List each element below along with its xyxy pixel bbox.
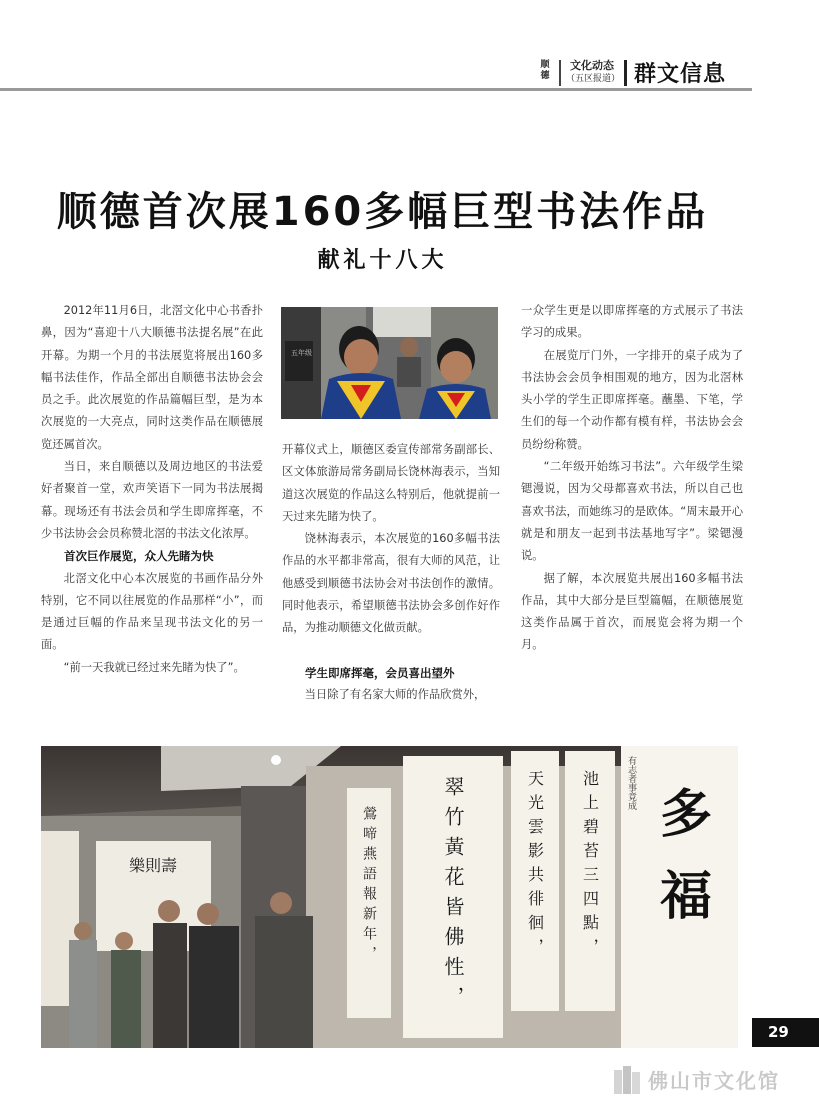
photo-sign-text: 五年级 <box>291 349 312 357</box>
header-section-title: 文化动态 <box>570 59 614 72</box>
scroll-text: 翠竹黃花皆佛性， <box>441 776 465 1016</box>
paragraph: 当日，来自顺德以及周边地区的书法爱好者聚首一堂，欢声笑语下一同为书法展揭幕。现场还有书法会员和学生即席挥毫，不少书法协会会员称赞北滘的书法文化浓厚。 <box>41 460 263 540</box>
paragraph: 饶林海表示，本次展览的160多幅书法作品的水平都非常高，很有大师的风范，让他感受到顺德书法协会对书法创作的激情。同时他表示，希望顺德书法协会多创作好作品，为推动顺德文化做贡献。 <box>282 532 500 635</box>
header-section-subtitle: （五区报道） <box>566 74 621 84</box>
article-column-2 <box>282 439 500 706</box>
library-building-icon <box>612 1062 817 1096</box>
page-number: 29 <box>752 1018 819 1047</box>
big-calligraphy-text: 多福 <box>650 786 712 950</box>
footer-watermark-text: 佛山市文化馆 <box>648 1069 780 1093</box>
header-separator <box>559 60 561 86</box>
scroll-text: 有志者事竟成 <box>626 756 636 810</box>
paragraph: 在展览厅门外，一字排开的桌子成为了书法协会会员争相围观的地方，因为北滘林头小学的学生正即席挥毫。蘸墨、下笔，学生们的每一个动作都有模有样，书法协会会员纷纷称赞。 <box>521 348 743 451</box>
footer-watermark <box>612 1062 817 1096</box>
scroll-text: 天光雲影共徘徊， <box>525 770 545 962</box>
paragraph: 一众学生更是以即席挥毫的方式展示了书法学习的成果。 <box>521 304 743 340</box>
article-title: 顺德首次展160多幅巨型书法作品 <box>56 189 709 235</box>
photo-exhibition <box>41 746 738 1048</box>
paragraph: 据了解，本次展览共展出160多幅书法作品，其中大部分是巨型篇幅，在顺德展览这类作品属于首次，而展览会将为期一个月。 <box>521 571 743 652</box>
photo-students <box>281 307 498 419</box>
article-subtitle: 献礼十八大 <box>317 248 448 273</box>
article-column-3 <box>521 300 743 657</box>
paragraph: 北滘文化中心本次展览的书画作品分外特别，它不同以往展览的作品那样“小”，而是通过巨幅的作品来呈现书法文化的另一面。 <box>41 571 263 652</box>
paragraph: “二年级开始练习书法”。六年级学生梁锶漫说，因为父母都喜欢书法，所以自己也喜欢书法，而她练习的是欧体。“周末最开心就是和朋友一起到书法基地写字”。梁锶漫说。 <box>521 460 743 563</box>
paragraph: 开幕仪式上，顺德区委宣传部常务副部长、区文体旅游局常务副局长饶林海表示，当知道这次展览的作品这么特别后，他就提前一天过来先睹为快了。 <box>282 443 500 523</box>
header-region-label: 顺德 <box>540 60 550 81</box>
header-rule <box>0 88 752 91</box>
photo-exhibition-drawing <box>41 746 738 1048</box>
photo-students-drawing <box>281 307 498 419</box>
paragraph: 当日除了有名家大师的作品欣赏外， <box>304 687 486 701</box>
paragraph: “前一天我就已经过来先睹为快了”。 <box>63 660 245 674</box>
magazine-section-title: 群文信息 <box>634 62 727 87</box>
header-separator-bold <box>624 60 627 86</box>
scroll-text: 池上碧苔三四點， <box>580 770 600 962</box>
paragraph: 2012年11月6日，北滘文化中心书香扑鼻，因为“喜迎十八大顺德书法提名展”在此开幕。为期一个月的书法展览将展出160多幅书法佳作，作品全部出自顺德书法协会会员之手。此次展览的作品篇幅巨型，是为本次展览的一大亮点，同时这类作品在顺德展览还属首次。 <box>41 304 263 451</box>
section-heading: 首次巨作展览，众人先睹为快 <box>64 549 214 564</box>
article-column-1 <box>41 300 263 679</box>
section-heading: 学生即席挥毫，会员喜出望外 <box>305 665 455 680</box>
plaque-text: 樂則壽 <box>128 856 178 875</box>
header-section <box>566 58 621 85</box>
scroll-text: 鶯啼燕語報新年， <box>361 806 377 966</box>
